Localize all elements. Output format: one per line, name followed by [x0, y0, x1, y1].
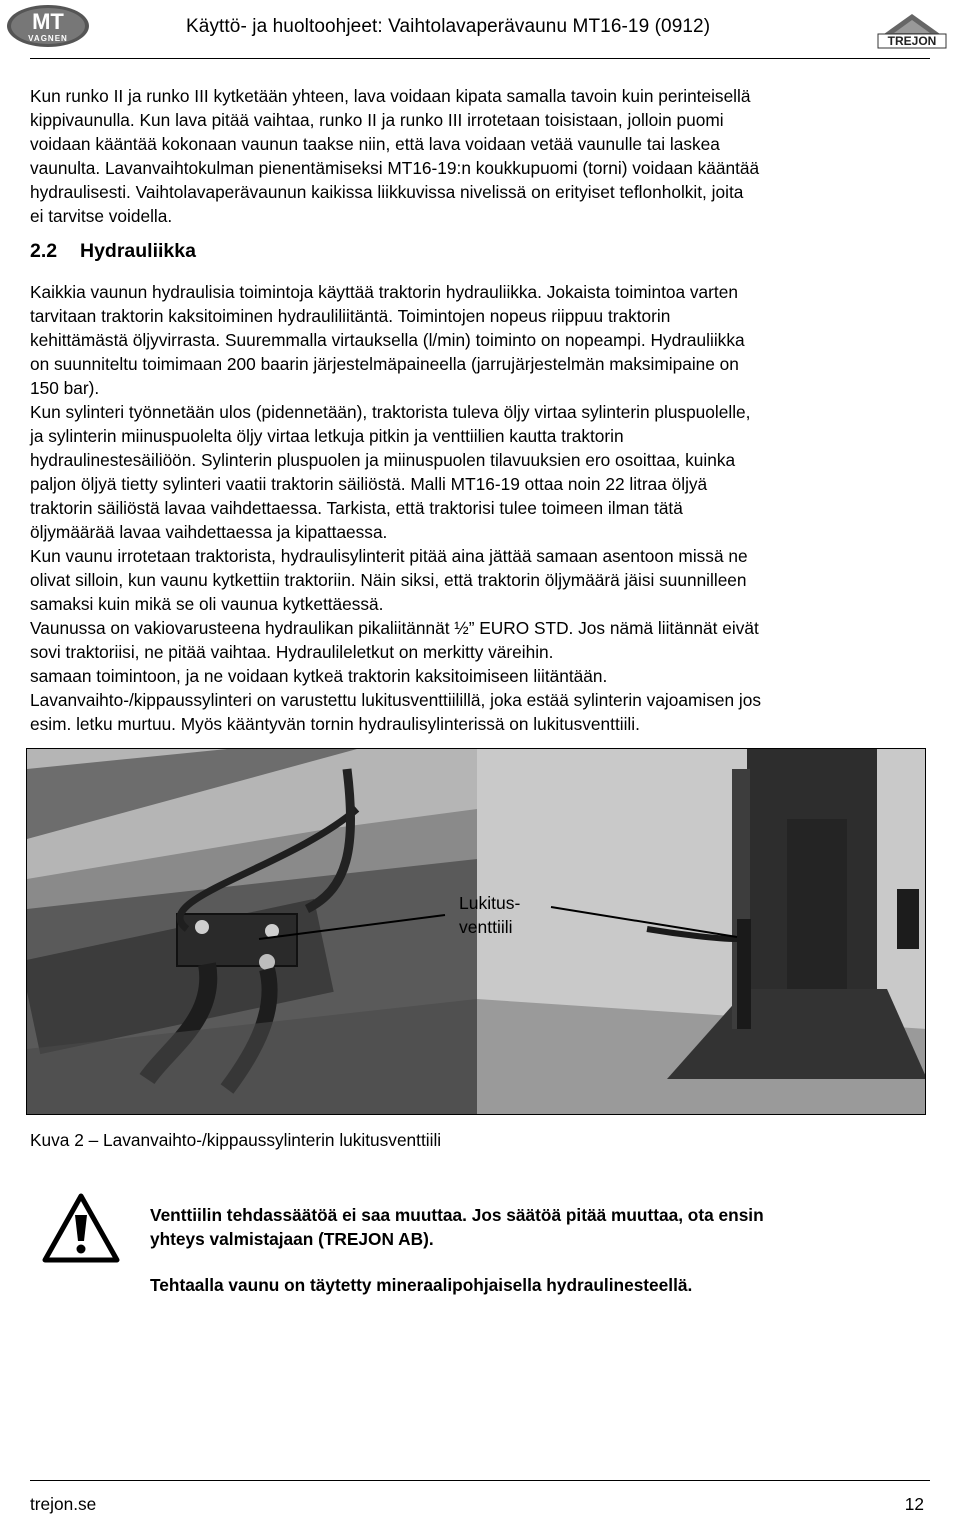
intro-paragraph — [30, 84, 930, 228]
text-line: hydraulinestesäiliöön. Sylinterin pluspuolen ja miinuspuolen tilavuuksien ero osoittaa, kuinka — [30, 450, 736, 470]
text-line: voidaan kääntää kokonaan vaunun taakse niin, että lava voidaan vetää vaunulle tai laskea — [30, 134, 720, 154]
page-number: 12 — [904, 1494, 924, 1514]
text-line: 150 bar). — [30, 378, 100, 398]
text-line: paljon öljyä tietty sylinteri vaatii traktorin säiliöstä. Malli MT16-19 ottaa noin 22 litraa öljyä — [30, 474, 708, 494]
fluid-note: Tehtaalla vaunu on täytetty mineraalipohjaisella hydraulinesteellä. — [150, 1275, 693, 1295]
figure-photo — [26, 748, 926, 1115]
logo-mt-text: MT — [32, 9, 64, 34]
mt-vagnen-logo — [6, 4, 90, 48]
text-line: Lavanvaihto-/kippaussylinteri on varustettu lukitusventtiilillä, joka estää sylinterin vajoamisen jos — [30, 690, 761, 710]
text-line: ei tarvitse voidella. — [30, 206, 173, 226]
text-line: vaunulta. Lavanvaihtokulman pienentämiseksi MT16-19:n koukkupuomi (torni) voidaan kääntää — [30, 158, 760, 178]
header-divider — [30, 58, 930, 59]
figure-caption: Kuva 2 – Lavanvaihto-/kippaussylinterin lukitusventtiili — [30, 1130, 442, 1150]
text-line: kippivaunulla. Kun lava pitää vaihtaa, runko II ja runko III irrotetaan toisistaan, jolloin puomi — [30, 110, 724, 130]
logo-trejon-text: TREJON — [887, 34, 937, 48]
footer-divider — [30, 1480, 930, 1481]
hydraulics-paragraph — [30, 280, 930, 736]
callout-line: Lukitus- — [459, 893, 521, 913]
text-line: Vaunussa on vakiovarusteena hydraulikan pikaliitännät ½” EURO STD. Jos nämä liitännät eivät — [30, 618, 759, 638]
text-line: esim. letku murtuu. Myös kääntyvän tornin hydraulisylinterissä on lukitusventtiili. — [30, 714, 640, 734]
warning-triangle-icon — [42, 1193, 120, 1263]
section-heading — [30, 240, 196, 263]
text-line: ja sylinterin miinuspuolelta öljy virtaa letkuja pitkin ja venttiilien kautta traktorin — [30, 426, 624, 446]
section-title: Hydrauliikka — [80, 240, 196, 262]
text-line: Kun sylinteri työnnetään ulos (pidennetään), traktorista tuleva öljy virtaa sylinterin pluspuolelle, — [30, 402, 751, 422]
warning-text — [150, 1203, 930, 1251]
text-line: Kun vaunu irrotetaan traktorista, hydraulisylinterit pitää aina jättää samaan asentoon missä ne — [30, 546, 748, 566]
text-line: on suunniteltu toimimaan 200 baarin järjestelmäpaineella (jarrujärjestelmän maksimipaine on — [30, 354, 739, 374]
callout-line: venttiili — [459, 917, 513, 937]
text-line: Kaikkia vaunun hydraulisia toimintoja käyttää traktorin hydrauliikka. Jokaista toimintoa varten — [30, 282, 738, 302]
text-line: samaan toimintoon, ja ne voidaan kytkeä traktorin kaksitoimiseen liitäntään. — [30, 666, 608, 686]
warning-line: Venttiilin tehdassäätöä ei saa muuttaa. Jos säätöä pitää muuttaa, ota ensin — [150, 1205, 764, 1225]
footer-website: trejon.se — [30, 1494, 97, 1514]
warning-line: yhteys valmistajaan (TREJON AB). — [150, 1229, 434, 1249]
document-title: Käyttö- ja huoltoohjeet: Vaihtolavaperävaunu MT16-19 (0912) — [186, 16, 711, 37]
text-line: öljymäärää lavaa vaihdettaessa ja kipattaessa. — [30, 522, 388, 542]
text-line: hydraulisesti. Vaihtolavaperävaunun kaikissa liikkuvissa nivelissä on erityiset teflonholkit, joita — [30, 182, 744, 202]
page-header — [0, 0, 960, 60]
text-line: olivat silloin, kun vaunu kytkettiin traktoriin. Näin siksi, että traktorin öljymäärä jäisi suunnilleen — [30, 570, 747, 590]
callout-label — [459, 891, 569, 939]
text-line: sovi traktoriisi, ne pitää vaihtaa. Hydraulileletkut on merkitty väreihin. — [30, 642, 554, 662]
section-number: 2.2 — [30, 240, 58, 262]
text-line: samaksi kuin mikä se oli vaunua kytkettäessä. — [30, 594, 384, 614]
text-line: kehittämästä öljyvirrasta. Suuremmalla virtauksella (l/min) toiminto on nopeampi. Hydrauliikka — [30, 330, 745, 350]
logo-mt-subtext: VAGNEN — [28, 34, 68, 43]
text-line: tarvitaan traktorin kaksitoiminen hydrauliliitäntä. Toimintojen nopeus riippuu traktorin — [30, 306, 671, 326]
trejon-logo — [874, 12, 950, 52]
text-line: traktorin säiliöstä lavaa vaihdettaessa. Tarkista, että traktorisi tulee toimeen ilman tätä — [30, 498, 683, 518]
text-line: Kun runko II ja runko III kytketään yhteen, lava voidaan kipata samalla tavoin kuin perinteisellä — [30, 86, 751, 106]
